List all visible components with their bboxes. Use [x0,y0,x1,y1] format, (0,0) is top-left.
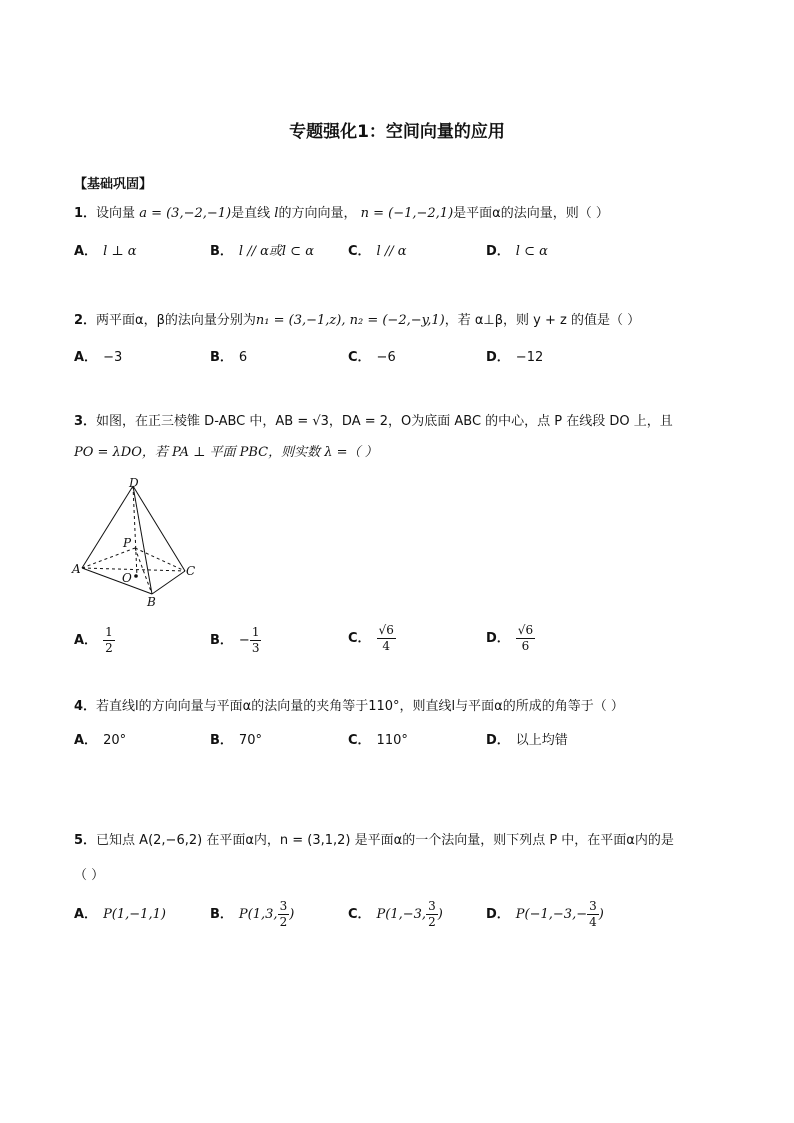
denominator: 3 [251,641,260,656]
option-d[interactable] [486,734,568,747]
option-text: 6 [238,350,248,365]
option-text: l // α或l ⊂ α [238,244,314,259]
option-b[interactable] [210,351,247,364]
option-label: D． [486,350,510,365]
page-title: 专题强化1：空间向量的应用 [289,122,505,142]
option-c[interactable] [348,900,443,929]
option-label: C． [348,907,371,923]
option-label: C． [348,350,371,365]
question-text: PO = λDO，若 PA ⊥ 平面 PBC，则实数 λ =（ ） [74,445,378,460]
option-text: l ⊂ α [515,244,548,259]
numerator: 3 [587,900,599,915]
fraction [377,624,396,653]
edge-ab [82,568,152,594]
denominator: 4 [589,915,597,930]
closing-paren: ) [598,907,604,923]
segment-pb [135,548,152,594]
option-a[interactable] [74,351,122,364]
option-text: 20° [103,733,127,748]
option-label: A． [74,350,98,365]
question-1 [74,207,609,220]
question-3-line2 [74,446,378,459]
minus-sign: − [238,633,250,649]
option-c[interactable] [348,351,396,364]
option-a[interactable] [74,734,126,747]
label-c: C [186,564,196,578]
label-a: A [72,562,81,576]
edge-ac [82,568,185,571]
question-number: 5． [74,833,97,848]
option-label: C． [348,733,371,748]
option-a[interactable] [74,245,137,258]
fraction [516,624,535,653]
closing-paren: ) [437,907,443,923]
fraction [250,626,262,655]
edge-da [82,486,133,568]
option-label: D． [486,733,510,748]
option-label: B． [210,733,233,748]
label-d: D [129,476,139,490]
option-label: A． [74,907,98,922]
option-d[interactable] [486,624,535,653]
option-b[interactable] [210,626,261,655]
option-text: −3 [103,350,123,365]
option-b[interactable] [210,734,262,747]
normal-vectors: n₁ = (3,−1,z), n₂ = (−2,−y,1) [255,313,445,328]
option-label: D． [486,631,510,647]
question-text: 设向量 [96,206,136,221]
question-text: 若直线l的方向向量与平面α的法向量的夹角等于110°，则直线l与平面α的所成的角等于（ ） [96,699,624,714]
point-coords: P(1,−3, [376,907,427,923]
question-3-line1 [74,415,673,428]
option-label: C． [348,244,371,259]
question-2 [74,314,640,327]
denominator: 2 [105,641,113,656]
question-5-line2 [74,869,104,882]
fraction [103,626,115,655]
numerator: √6 [516,624,535,639]
option-a[interactable] [74,626,115,655]
question-5-line1 [74,834,674,847]
option-text: −6 [376,350,396,365]
option-c[interactable] [348,245,407,258]
option-c[interactable] [348,624,396,653]
numerator: 1 [250,626,262,641]
question-text: ，若 α⊥β，则 y + z 的值是（ ） [444,313,641,328]
section-heading: 【基础巩固】 [74,177,153,192]
option-text: 以上均错 [515,733,568,748]
question-text: 如图，在正三棱锥 D-ABC 中，AB = √3，DA = 2，O为底面 ABC 的中心，点 P 在线段 DO 上，且 [96,414,673,429]
option-label: D． [486,907,510,923]
label-o: O [122,571,132,585]
option-b[interactable] [210,900,294,929]
option-d[interactable] [486,351,543,364]
numerator: 1 [103,626,115,641]
denominator: 2 [279,915,288,930]
option-text: l ⊥ α [103,244,137,259]
option-label: A． [74,633,98,649]
fraction [278,900,290,929]
edge-bc [152,571,185,594]
option-d[interactable] [486,900,604,929]
option-label: A． [74,244,98,259]
question-number: 2． [74,313,97,328]
point-coords: P(−1,−3,− [515,907,588,923]
option-label: D． [486,244,510,259]
option-text: l // α [376,244,407,259]
question-text: 已知点 A(2,−6,2) 在平面α内，n = (3,1,2) 是平面α的一个法向量，则下列点 P 中，在平面α内的是 [96,833,674,848]
option-label: B． [210,907,233,923]
option-text: 70° [238,733,262,748]
numerator: 3 [278,900,290,915]
option-d[interactable] [486,245,548,258]
segment-pa [82,548,135,568]
denominator: 6 [521,639,530,654]
question-text: 两平面α，β的法向量分别为 [96,313,256,328]
question-4 [74,700,624,713]
vector-a: a = (3,−2,−1) [139,206,232,221]
option-text: 110° [376,733,408,748]
pyramid-figure [70,476,200,611]
option-label: B． [210,244,233,259]
option-text: −12 [515,350,544,365]
option-c[interactable] [348,734,408,747]
point-coords: P(1,−1,1) [103,907,166,922]
closing-paren: ) [289,907,295,923]
point-coords: P(1,3, [238,907,278,923]
question-text: 是直线 [231,206,271,221]
question-number: 3． [74,414,97,429]
label-b: B [147,595,156,609]
option-a[interactable] [74,908,166,921]
question-text: 是平面α的法向量，则（ ） [453,206,609,221]
numerator: 3 [426,900,438,915]
option-label: B． [210,350,233,365]
option-label: C． [348,631,371,647]
question-number: 1． [74,206,97,221]
fraction [426,900,438,929]
numerator: √6 [377,624,396,639]
denominator: 2 [428,915,436,930]
denominator: 4 [382,639,390,654]
label-p: P [123,536,132,550]
option-label: A． [74,733,98,748]
question-text: 的方向向量， [278,206,357,221]
answer-brackets: （ ） [74,868,105,883]
point-o [134,574,138,578]
option-label: B． [210,633,233,649]
option-b[interactable] [210,245,314,258]
line-l: l [274,206,279,221]
question-number: 4． [74,699,97,714]
vector-n: n = (−1,−2,1) [360,206,454,221]
fraction [587,900,599,929]
